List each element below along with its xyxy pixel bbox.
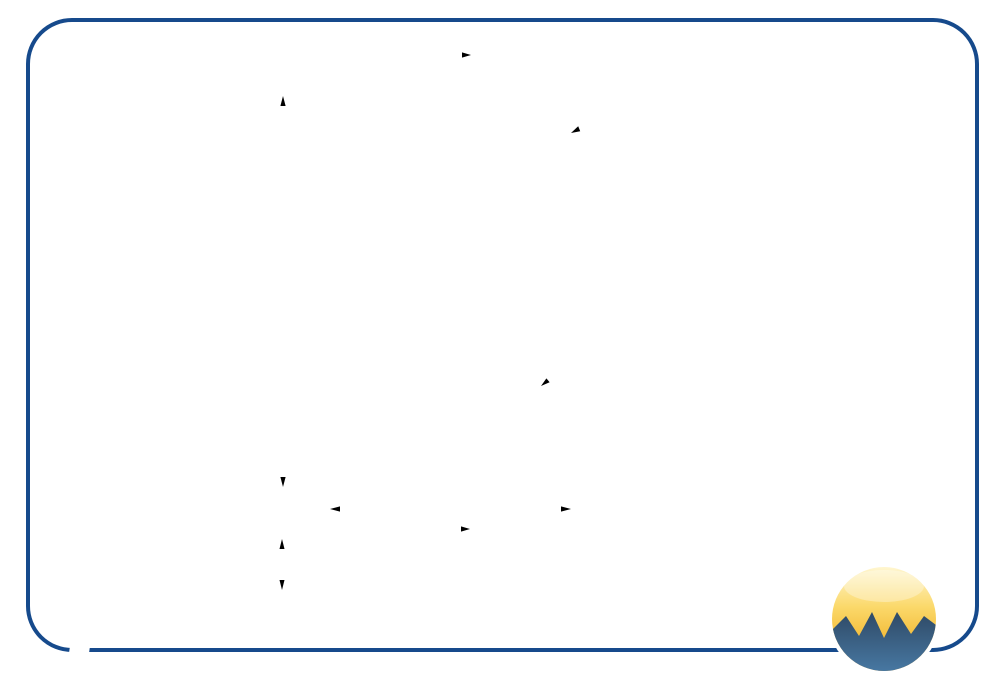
leader-1: [571, 121, 609, 133]
side-view: [330, 539, 571, 590]
side-view-diagonal-2: [334, 542, 567, 587]
dimension-thickness-arrow-up-icon: [280, 539, 285, 549]
side-view-diagonal-1: [334, 542, 567, 587]
dimension-width: [330, 491, 571, 514]
leader-2-line: [541, 347, 604, 386]
section-view: [666, 96, 719, 490]
section-marker-top-arrow-icon: [462, 52, 471, 57]
section-marker-top-bracket: [450, 55, 462, 89]
dimension-height-arrow-down-icon: [280, 477, 285, 487]
amd-logo: [826, 560, 942, 676]
leader-2: [541, 347, 604, 386]
dimension-thickness: [277, 539, 329, 590]
leader-1-arrow-icon: [571, 126, 580, 133]
section-marker-bottom-arrow-icon: [461, 526, 470, 531]
dimension-width-arrow-left-icon: [330, 506, 340, 511]
section-marker-bottom-bracket: [450, 513, 461, 529]
dimension-width-arrow-right-icon: [561, 506, 571, 511]
amd-logo-graphic: [826, 560, 942, 676]
front-view: [314, 60, 589, 507]
section-marker-top: [450, 52, 471, 89]
leader-2-arrow-icon: [541, 378, 550, 386]
dimension-height-arrow-up-icon: [280, 96, 285, 106]
section-marker-bottom: [450, 513, 470, 532]
dimension-height: [280, 96, 329, 487]
dimension-thickness-arrow-down-icon: [280, 580, 285, 590]
